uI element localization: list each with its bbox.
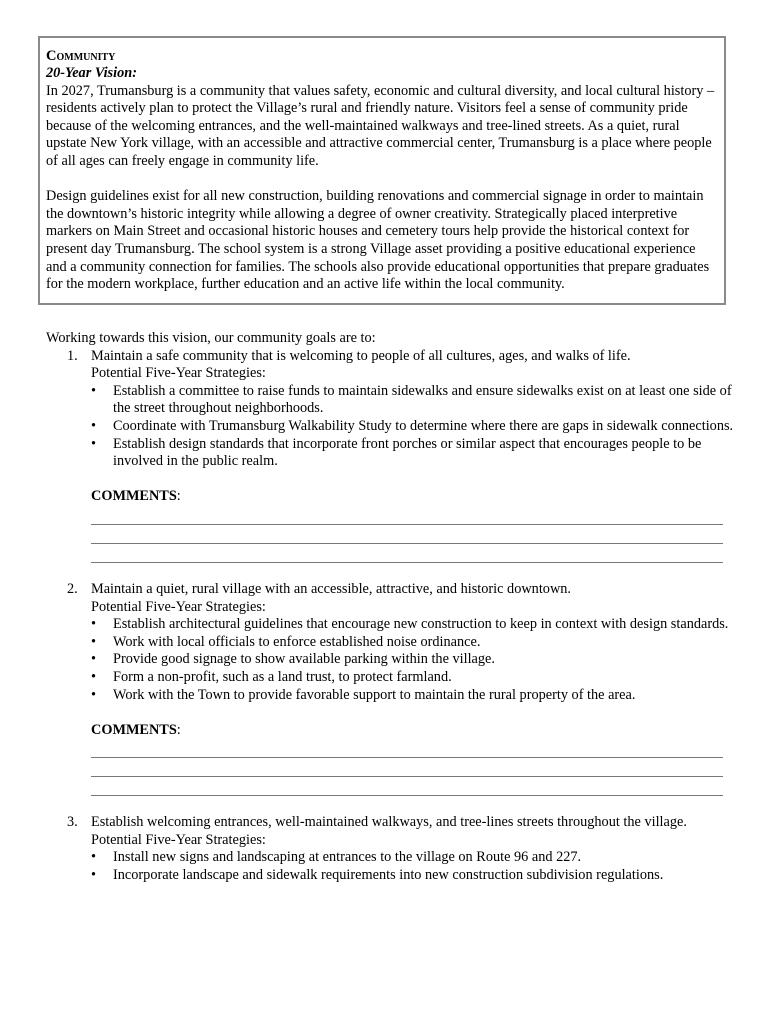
strategy-item xyxy=(91,668,736,687)
strategy-item xyxy=(91,651,736,669)
strategy-item xyxy=(91,849,736,867)
strategies-label xyxy=(46,365,736,383)
strategy-item xyxy=(91,686,736,705)
goal-item xyxy=(46,348,736,366)
strategies-label xyxy=(46,832,736,850)
strategy-text: Provide good signage to show available parking within the village. xyxy=(113,651,495,668)
strategies-label-text: Potential Five-Year Strategies: xyxy=(91,365,266,382)
goals-section xyxy=(46,330,736,885)
strategy-item xyxy=(91,417,736,436)
bullet-icon: • xyxy=(91,633,97,650)
bullet-icon: • xyxy=(91,435,97,452)
strategies-label-text: Potential Five-Year Strategies: xyxy=(91,598,266,615)
comments-label: COMMENTS xyxy=(91,721,177,738)
bullet-icon: • xyxy=(91,686,97,703)
bullet-icon: • xyxy=(91,867,97,884)
comment-line[interactable] xyxy=(91,777,723,796)
strategy-text: Form a non-profit, such as a land trust, to protect farmland. xyxy=(113,668,452,685)
strategy-item xyxy=(91,616,736,634)
goal-item xyxy=(46,581,736,599)
strategy-text: Coordinate with Trumansburg Walkability Study to determine where there are gaps in sidewalk connections. xyxy=(113,417,734,434)
bullet-icon: • xyxy=(91,849,97,866)
comment-line[interactable] xyxy=(91,739,723,758)
comment-line[interactable] xyxy=(91,758,723,777)
comment-line[interactable] xyxy=(91,544,723,563)
strategy-item xyxy=(91,382,736,418)
comments-colon: : xyxy=(176,721,181,738)
goal-text: Maintain a quiet, rural village with an accessible, attractive, and historic downtown. xyxy=(91,580,571,597)
comments-block xyxy=(46,488,736,563)
comment-line[interactable] xyxy=(91,506,723,525)
comments-label: COMMENTS xyxy=(91,488,177,505)
bullet-icon: • xyxy=(91,668,97,685)
comment-line[interactable] xyxy=(91,525,723,544)
comments-block xyxy=(46,722,736,797)
goal-item xyxy=(46,814,736,832)
comments-colon: : xyxy=(176,488,181,505)
bullet-icon: • xyxy=(91,382,97,399)
strategy-text: Establish design standards that incorporate front porches or similar aspect that encourages people to be involved in the public realm. xyxy=(113,435,702,470)
goal-number: 3. xyxy=(67,814,78,831)
bullet-icon: • xyxy=(91,651,97,668)
goal-text: Maintain a safe community that is welcoming to people of all cultures, ages, and walks of life. xyxy=(91,347,631,364)
strategy-text: Work with the Town to provide favorable support to maintain the rural property of the area. xyxy=(113,686,636,703)
goal-text: Establish welcoming entrances, well-maintained walkways, and tree-lines streets throughout the village. xyxy=(91,814,687,831)
strategies-label xyxy=(46,599,736,617)
strategy-text: Establish a committee to raise funds to maintain sidewalks and ensure sidewalks exist on at least one side of the street throughout neighborhoods. xyxy=(113,382,732,417)
strategy-list xyxy=(46,616,736,704)
vision-subheading: 20-Year Vision: xyxy=(46,65,137,81)
strategy-text: Incorporate landscape and sidewalk requirements into new construction subdivision regulations. xyxy=(113,867,664,884)
section-heading: Community xyxy=(46,48,116,64)
strategy-list xyxy=(46,383,736,471)
bullet-icon: • xyxy=(91,616,97,633)
strategy-item xyxy=(91,867,736,885)
strategy-text: Install new signs and landscaping at entrances to the village on Route 96 and 227. xyxy=(113,849,582,866)
strategies-label-text: Potential Five-Year Strategies: xyxy=(91,831,266,848)
strategy-text: Work with local officials to enforce established noise ordinance. xyxy=(113,633,481,650)
strategy-item xyxy=(91,435,736,471)
goal-number: 2. xyxy=(67,580,78,597)
goals-intro: Working towards this vision, our community goals are to: xyxy=(46,330,376,346)
goal-number: 1. xyxy=(67,347,78,364)
strategy-text: Establish architectural guidelines that encourage new construction to keep in context with design standards. xyxy=(113,616,729,633)
strategy-list xyxy=(46,849,736,884)
vision-box xyxy=(38,36,726,305)
vision-paragraph: In 2027, Trumansburg is a community that values safety, economic and cultural diversity, and local cultural history – residents actively plan to protect the Village’s rural and friendly nature. Visitors feel a sense of community pride because of the welcoming entrances, and the well-maintained walkways and tree-lined streets. As a quiet, rural upstate New York village, with an accessible and attractive commercial center, Trumansburg is a place where people of all ages can freely engage in community life. xyxy=(46,82,715,169)
bullet-icon: • xyxy=(91,417,97,434)
vision-paragraph: Design guidelines exist for all new construction, building renovations and commercial signage in order to maintain the downtown’s historic integrity while allowing a degree of owner creativity. Strategically placed interpretive markers on Main Street and occasional historic houses and cemetery tours help provide the historical context for present day Trumansburg. The school system is a strong Village asset providing a positive educational experience and a community connection for families. The schools also provide educational opportunities that prepare graduates for the modern workplace, further education and an active life within the local community. xyxy=(46,188,710,293)
strategy-item xyxy=(91,633,736,652)
